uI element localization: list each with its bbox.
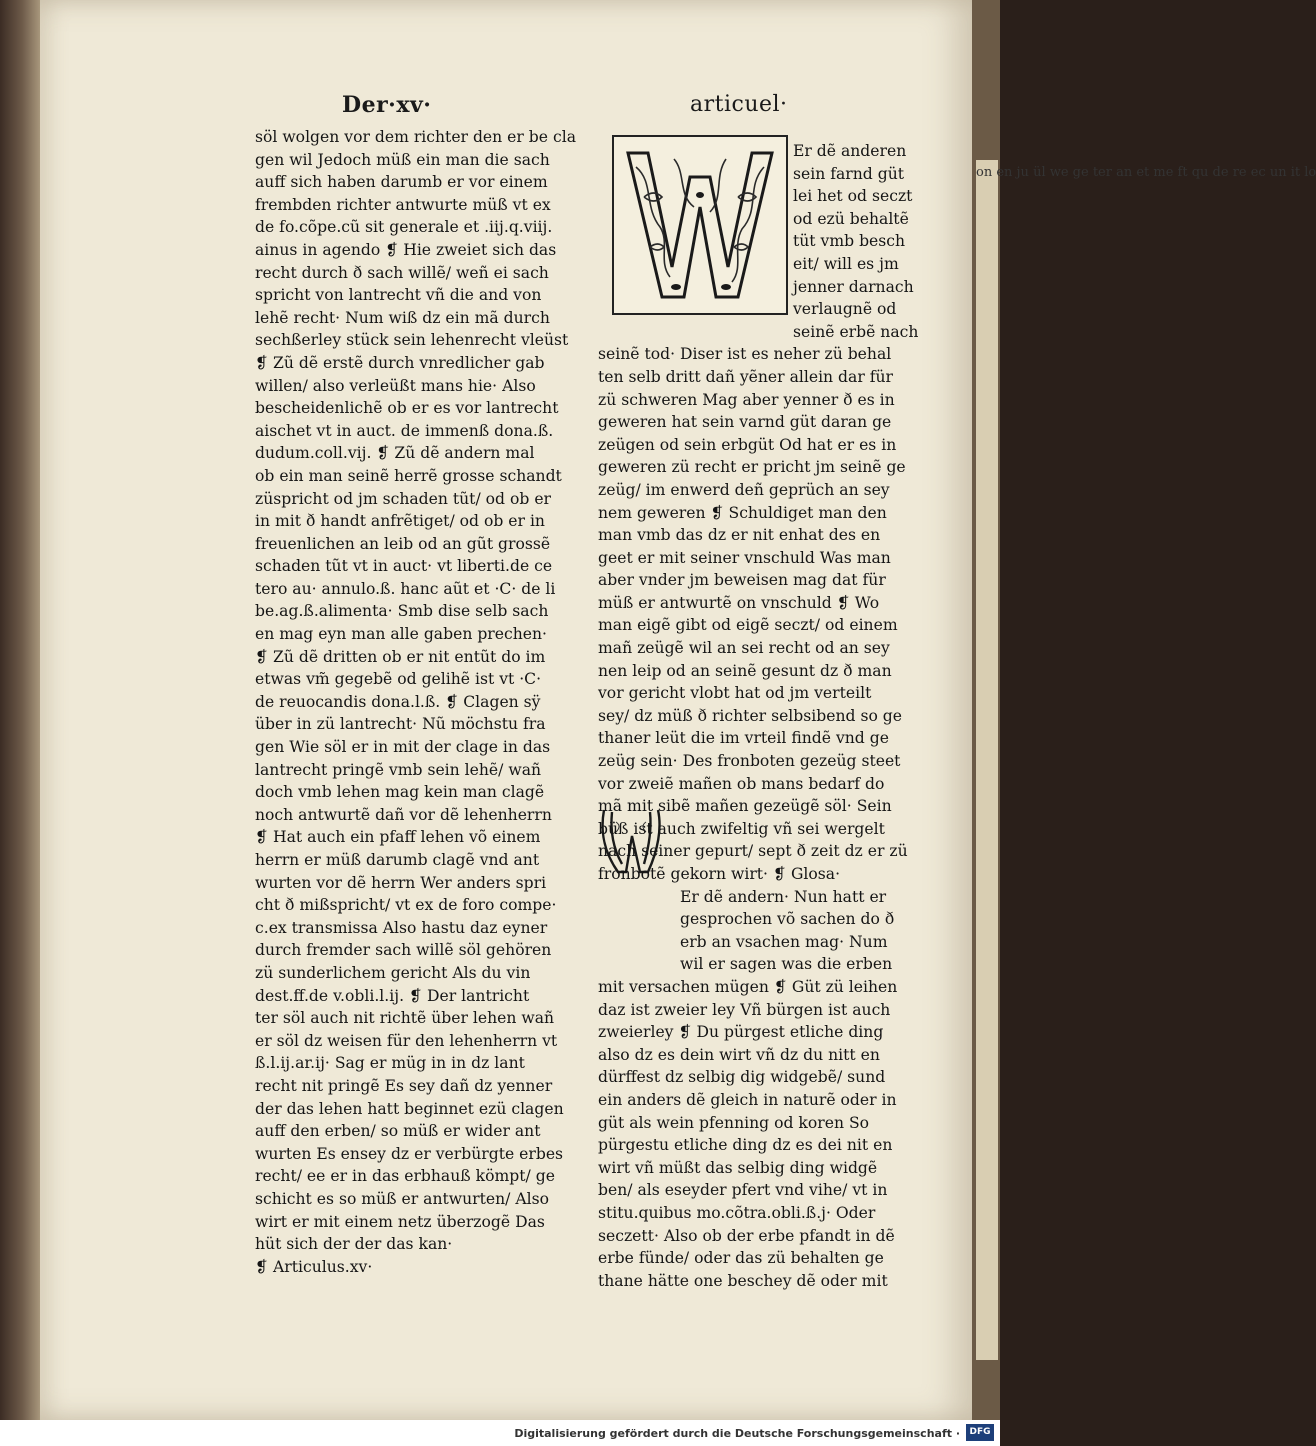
text-line: seczett· Also ob der erbe pfandt in dẽ — [598, 1226, 895, 1245]
text-line: ten selb dritt dañ yẽner allein dar für — [598, 367, 894, 386]
text-line: spricht von lantrecht vñ die and von — [255, 286, 542, 305]
text-line: geet er mit seiner vnschuld Was man — [598, 548, 891, 567]
text-line: sein farnd güt — [793, 164, 905, 183]
text-line: wurten vor dẽ herrn Wer anders spri — [255, 873, 547, 892]
text-line: ❡ Hat auch ein pfaff lehen võ einem — [255, 828, 541, 847]
text-line: lehẽ recht· Num wiß dz ein mã durch — [255, 308, 550, 327]
text-line: fronbotẽ gekorn wirt· ❡ Glosa· — [598, 865, 841, 883]
text-line: zü schweren Mag aber yenner ð es in — [598, 390, 895, 409]
right-text-column — [598, 140, 919, 1292]
text-line: in mit ð handt anfrẽtiget/ od ob er in — [255, 512, 545, 531]
page-header-right: articuel· — [690, 92, 788, 117]
text-line: züspricht od jm schaden tũt/ od ob er — [255, 489, 551, 508]
footer-credit: Digitalisierung gefördert durch die Deutsche Forschungsgemeinschaft · — [514, 1427, 960, 1440]
book-binding — [0, 0, 40, 1446]
text-line: söl wolgen vor dem richter den er be cla — [255, 128, 576, 146]
text-line: mit versachen mügen ❡ Güt zü leihen — [598, 977, 898, 996]
text-line: man vmb das dz er nit enhat des en — [598, 526, 881, 545]
text-line: ob ein man seinẽ herrẽ grosse schandt — [255, 466, 562, 485]
text-line: daz ist zweier ley Vñ bürgen ist auch — [598, 1000, 891, 1019]
text-line: mañ zeügẽ wil an sei recht od an sey — [598, 639, 890, 658]
text-line: ❡ Articulus.xv· — [255, 1257, 373, 1276]
text-line: wil er sagen was die erben — [680, 955, 893, 974]
text-line: mã mit sibẽ mañen gezeügẽ söl· Sein — [598, 797, 892, 816]
text-line: geweren hat sein varnd güt daran ge — [598, 413, 892, 432]
text-line: aischet vt in auct. de immenß dona.ß. — [255, 421, 554, 440]
text-line: stitu.quibus mo.cõtra.obli.ß.j· Oder — [598, 1203, 876, 1222]
text-line: thane hätte one beschey dẽ oder mit — [598, 1271, 888, 1290]
text-line: zü sunderlichem gericht Als du vin — [255, 963, 531, 982]
text-line: nem geweren ❡ Schuldiget man den — [598, 503, 887, 522]
text-line: nach seiner gepurt/ sept ð zeit dz er zü — [598, 842, 908, 861]
left-text-column — [255, 126, 576, 1278]
text-line: recht/ ee er in das erbhauß kömpt/ ge — [255, 1167, 555, 1186]
text-line: vor gericht vlobt hat od jm verteilt — [598, 684, 872, 703]
text-line: erbe fünde/ oder das zü behalten ge — [598, 1249, 884, 1268]
text-line: bescheidenlichẽ ob er es vor lantrecht — [255, 399, 559, 418]
text-line: ❡ Zũ dẽ dritten ob er nit entũt do im — [255, 647, 546, 666]
text-line: ter söl auch nit richtẽ über lehen wañ — [255, 1009, 555, 1028]
text-line: seinẽ erbẽ nach — [793, 322, 919, 341]
text-line: gen Wie söl er in mit der clage in das — [255, 738, 551, 757]
text-line: frembden richter antwurte müß vt ex — [255, 195, 551, 214]
text-line: ein anders dẽ gleich in naturẽ oder in — [598, 1090, 897, 1109]
text-line: der das lehen hatt beginnet ezü clagen — [255, 1099, 564, 1118]
text-line: cht ð mißspricht/ vt ex de foro compe· — [255, 896, 557, 915]
text-line: lei het od seczt — [793, 187, 913, 206]
text-line: aber vnder jm beweisen mag dat für — [598, 571, 886, 590]
text-line: recht nit pringẽ Es sey dañ dz yenner — [255, 1076, 553, 1095]
text-line: zweierley ❡ Du pürgest etliche ding — [598, 1023, 884, 1042]
text-line: dürffest dz selbig dig widgebẽ/ sund — [598, 1068, 886, 1087]
text-line: auff den erben/ so müß er wider ant — [255, 1122, 541, 1141]
text-line: Er dẽ andern· Nun hatt er — [680, 887, 887, 906]
text-line: gesprochen võ sachen do ð — [680, 910, 895, 929]
text-line: über in zü lantrecht· Nũ möchstu fra — [255, 715, 546, 734]
text-line: eit/ will es jm — [793, 254, 899, 273]
text-line: nen leip od an seinẽ gesunt dz ð man — [598, 661, 892, 680]
text-line: ainus in agendo ❡ Hie zweiet sich das — [255, 240, 557, 259]
text-line: erb an vsachen mag· Num — [680, 932, 888, 951]
text-line: od ezü behaltẽ — [793, 209, 909, 228]
text-line: dest.ff.de v.obli.l.ij. ❡ Der lantricht — [255, 986, 530, 1005]
text-line: etwas vm̃ gegebẽ od gelihẽ ist vt ·C· — [255, 670, 542, 689]
text-line: auff sich haben darumb er vor einem — [255, 173, 548, 192]
text-line: ß.l.ij.ar.ij· Sag er müg in in dz lant — [255, 1054, 525, 1073]
text-line: noch antwurtẽ dañ vor dẽ lehenherrn — [255, 805, 552, 824]
text-line: wurten Es ensey dz er verbürgte erbes — [255, 1144, 564, 1163]
text-line: güt als wein pfenning od koren So — [598, 1113, 870, 1132]
text-line: c.ex transmissa Also hastu daz eyner — [255, 918, 548, 937]
text-line: jenner darnach — [793, 277, 914, 296]
text-line: en mag eyn man alle gaben prechen· — [255, 625, 547, 644]
text-line: pürgestu etliche ding dz es dei nit en — [598, 1136, 893, 1155]
text-line: dudum.coll.vij. ❡ Zũ dẽ andern mal — [255, 444, 535, 463]
dfg-logo: DFG — [966, 1424, 994, 1441]
text-line: sechßerley stück sein lehenrecht vleüst — [255, 331, 569, 350]
text-line: lantrecht pringẽ vmb sein lehẽ/ wañ — [255, 760, 542, 779]
text-line: er söl dz weisen für den lehenherrn vt — [255, 1031, 558, 1050]
text-line: wirt vñ müßt das selbig ding widgẽ — [598, 1158, 878, 1177]
text-line: thaner leüt die im vrteil findẽ vnd ge — [598, 729, 889, 748]
text-line: durch fremder sach willẽ söl gehören — [255, 941, 552, 960]
text-line: recht durch ð sach willẽ/ weñ ei sach — [255, 263, 549, 282]
text-line: doch vmb lehen mag kein man clagẽ — [255, 783, 545, 802]
text-line: zeüg/ im enwerd deñ geprüch an sey — [598, 480, 890, 499]
text-line: büß ist auch zwifeltig vñ sei wergelt — [598, 819, 885, 838]
text-line: ❡ Zũ dẽ erstẽ durch vnredlicher gab — [255, 353, 545, 372]
page-header-left: Der·xv· — [342, 92, 432, 118]
text-line: be.ag.ß.alimenta· Smb dise selb sach — [255, 602, 549, 621]
text-line: Er dẽ anderen — [793, 142, 907, 160]
text-line: schaden tũt vt in auct· vt liberti.de ce — [255, 557, 553, 576]
text-line: zeügen od sein erbgüt Od hat er es in — [598, 435, 897, 454]
text-line: sey/ dz müß ð richter selbsibend so ge — [598, 706, 903, 725]
text-line: seinẽ tod· Diser ist es neher zü behal — [598, 345, 892, 364]
text-line: müß er antwurtẽ on vnschuld ❡ Wo — [598, 593, 880, 612]
text-line: tero au· annulo.ß. hanc aũt et ·C· de li — [255, 579, 556, 598]
text-line: de fo.cõpe.cũ sit generale et .iij.q.viij. — [255, 218, 553, 237]
adjacent-page-text: on en ju ül we ge ter an et me ft qu de re ec un it lo — [976, 160, 998, 1360]
text-line: tüt vmb besch — [793, 232, 906, 251]
text-line: hüt sich der der das kan· — [255, 1235, 453, 1254]
text-line: zeüg sein· Des fronboten gezeüg steet — [598, 752, 901, 771]
text-line: freuenlichen an leib od an gũt grossẽ — [255, 534, 551, 553]
text-line: herrn er müß darumb clagẽ vnd ant — [255, 851, 540, 869]
text-line: man eigẽ gibt od eigẽ seczt/ od einem — [598, 616, 898, 635]
text-line: wirt er mit einem netz überzogẽ Das — [255, 1212, 545, 1231]
text-line: schicht es so müß er antwurten/ Also — [255, 1189, 549, 1208]
text-line: ben/ als eseyder pfert vnd vihe/ vt in — [598, 1181, 888, 1200]
text-line: gen wil Jedoch müß ein man die sach — [255, 150, 550, 169]
text-line: geweren zü recht er pricht jm seinẽ ge — [598, 458, 906, 477]
text-line: de reuocandis dona.l.ß. ❡ Clagen sÿ — [255, 692, 541, 711]
text-line: verlaugnẽ od — [793, 300, 897, 319]
text-line: willen/ also verleüßt mans hie· Also — [255, 376, 536, 395]
text-line: vor zweiẽ mañen ob mans bedarf do — [598, 774, 885, 793]
text-line: also dz es dein wirt vñ dz du nitt en — [598, 1045, 880, 1064]
adjacent-page-edge — [972, 0, 1316, 1420]
